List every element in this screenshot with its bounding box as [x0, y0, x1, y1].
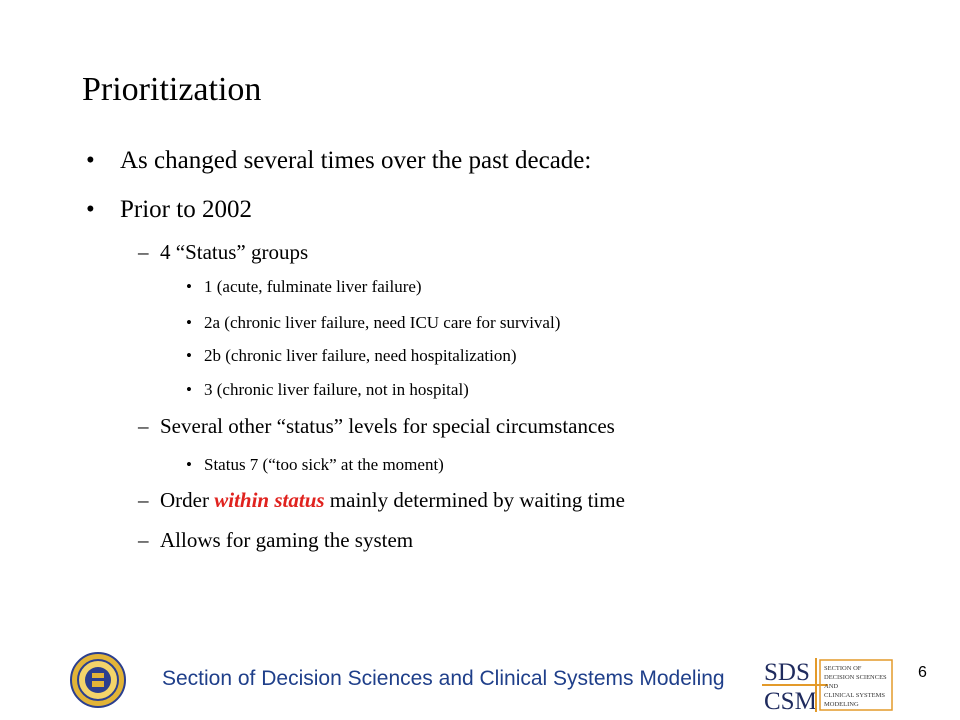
- sub-sub-bullet-marker: •: [186, 380, 192, 399]
- dash-marker: –: [138, 414, 149, 438]
- sub-sub-bullet-text: Status 7 (“too sick” at the moment): [204, 455, 444, 474]
- text-run: Order: [160, 488, 215, 512]
- sub-sub-bullet-text: 3 (chronic liver failure, not in hospital): [204, 380, 469, 399]
- sub-sub-bullet-marker: •: [186, 313, 192, 332]
- sub-sub-bullet-text: 1 (acute, fulminate liver failure): [204, 277, 422, 296]
- bullet-text: As changed several times over the past decade:: [120, 147, 592, 174]
- logo-line: AND: [824, 683, 839, 690]
- dash-marker: –: [138, 528, 149, 552]
- sub-bullet-text: Several other “status” levels for special circumstances: [160, 414, 615, 438]
- dash-marker: –: [138, 488, 149, 512]
- logo-letters-bottom: CSM: [764, 688, 817, 712]
- sds-csm-logo-icon: [762, 656, 894, 712]
- logo-letters-top: SDS: [764, 659, 810, 686]
- footer-section-name: Section of Decision Sciences and Clinical Systems Modeling: [162, 667, 725, 690]
- slide-title: Prioritization: [82, 71, 262, 108]
- logo-line: CLINICAL SYSTEMS: [824, 692, 885, 699]
- sub-sub-bullet-text: 2b (chronic liver failure, need hospitalization): [204, 346, 517, 365]
- logo-line: SECTION OF: [824, 665, 862, 672]
- sub-bullet-text: Allows for gaming the system: [160, 528, 414, 552]
- text-run: mainly determined by waiting time: [324, 488, 625, 512]
- emphasis-text: within status: [214, 488, 325, 512]
- sub-sub-bullet-marker: •: [186, 277, 192, 296]
- logo-line: DECISION SCIENCES: [824, 674, 887, 681]
- sub-sub-bullet-text: 2a (chronic liver failure, need ICU care for survival): [204, 313, 561, 332]
- university-seal-icon: [70, 652, 126, 708]
- bullet-text: Prior to 2002: [120, 196, 252, 223]
- sub-bullet-text: 4 “Status” groups: [160, 240, 309, 264]
- dash-marker: –: [138, 240, 149, 264]
- bullet-marker: •: [86, 147, 95, 174]
- logo-line: MODELING: [824, 701, 859, 708]
- bullet-marker: •: [86, 196, 95, 223]
- sub-sub-bullet-marker: •: [186, 455, 192, 474]
- sub-sub-bullet-marker: •: [186, 346, 192, 365]
- sub-bullet-text: [160, 488, 625, 513]
- page-number: 6: [918, 664, 927, 681]
